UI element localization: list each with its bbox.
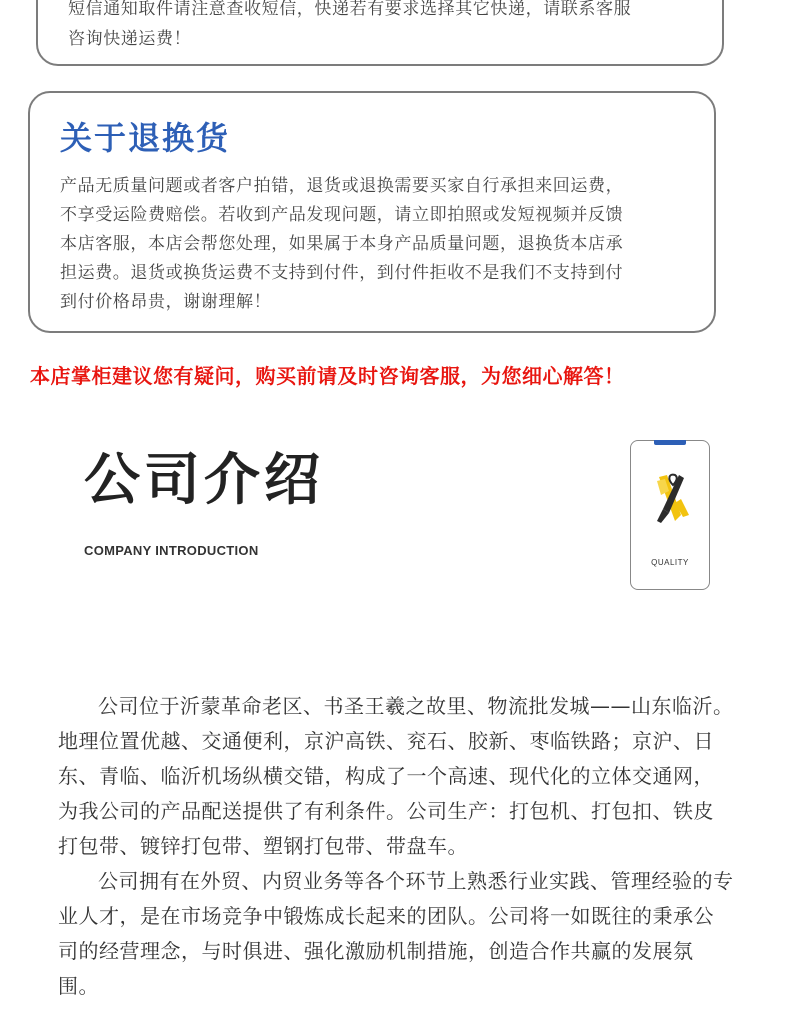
intro-paragraph: 公司位于沂蒙革命老区、书圣王羲之故里、物流批发城——山东临沂。地理位置优越、交通便利，京沪高铁、兖石、胶新、枣临铁路；京沪、日东、青临、临沂机场纵横交错，构成了一个高速、现代化的立体交通网，为我公司的产品配送提供了有利条件。公司生产：打包机、打包扣、铁皮打包带、镀锌打包带、塑钢打包带、带盘车。 bbox=[58, 694, 734, 858]
returns-line: 本店客服，本店会帮您处理，如果属于本身产品质量问题，退换货本店承 bbox=[60, 234, 624, 254]
returns-policy-box bbox=[28, 91, 716, 333]
company-title: 公司介绍 bbox=[84, 448, 324, 513]
returns-line: 产品无质量问题或者客户拍错，退货或退换需要买家自行承担来回运费， bbox=[60, 176, 624, 196]
returns-line: 不享受运险费赔偿。若收到产品发现问题，请立即拍照或发短视频并反馈 bbox=[60, 205, 624, 225]
company-intro-text bbox=[58, 689, 734, 1004]
returns-line: 到付价格昂贵，谢谢理解！ bbox=[60, 292, 272, 312]
quality-badge-phone bbox=[630, 440, 710, 590]
company-subtitle: COMPANY INTRODUCTION bbox=[84, 543, 259, 558]
returns-title: 关于退换货 bbox=[60, 119, 231, 157]
phone-notch bbox=[654, 440, 686, 445]
shipping-notice-box bbox=[36, 0, 724, 66]
quality-label: QUALITY bbox=[651, 558, 689, 567]
quality-ribbon-icon bbox=[651, 469, 691, 529]
returns-line: 担运费。退货或换货运费不支持到付件，到付件拒收不是我们不支持到付 bbox=[60, 263, 624, 283]
shipping-notice-text bbox=[68, 0, 708, 54]
shipping-notice-line: 短信通知取件请注意查收短信，快递若有要求选择其它快递，请联系客服 bbox=[68, 0, 632, 19]
shipping-notice-line: 咨询快递运费！ bbox=[68, 29, 192, 49]
intro-paragraph: 公司拥有在外贸、内贸业务等各个环节上熟悉行业实践、管理经验的专业人才，是在市场竞争中锻炼成长起来的团队。公司将一如既往的秉承公司的经营理念，与时俱进、强化激励机制措施，创造合作共赢的发展氛围。 bbox=[58, 869, 734, 998]
advice-notice: 本店掌柜建议您有疑问，购买前请及时咨询客服，为您细心解答！ bbox=[30, 364, 625, 388]
returns-body bbox=[60, 172, 700, 317]
